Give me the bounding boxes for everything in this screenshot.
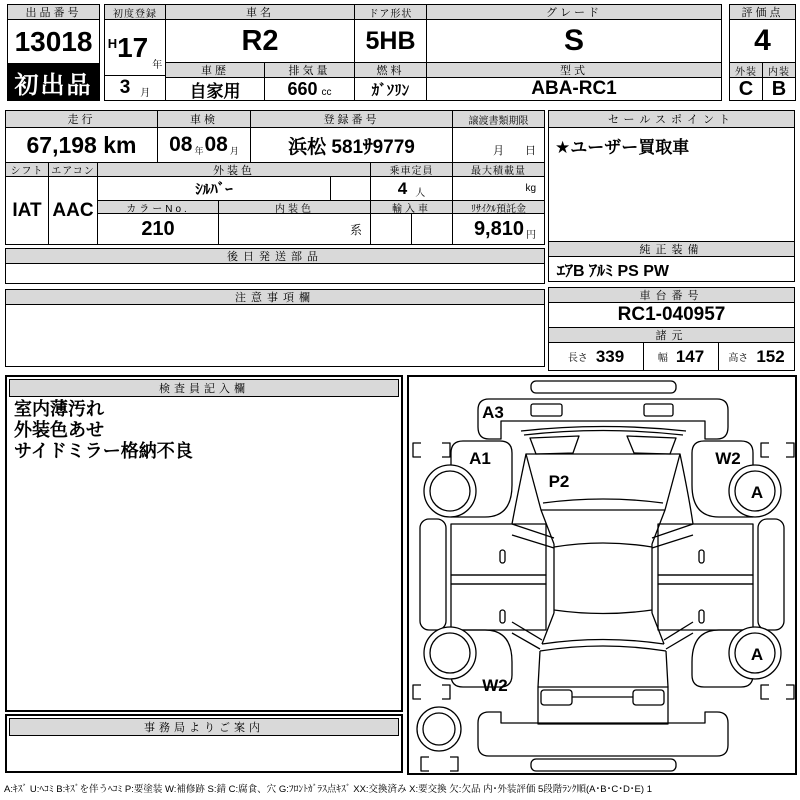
inspector-notes [14, 399, 193, 462]
tail-light-right [633, 690, 664, 705]
damage-label-w2: W2 [482, 676, 508, 695]
damage-label-a: A [750, 483, 764, 502]
displacement: 660 cc [264, 77, 355, 101]
door-handle [500, 550, 505, 563]
interior-color: 系 [218, 213, 371, 245]
grade: S [426, 19, 722, 63]
history-header: 車歴 [165, 62, 265, 78]
cautions-header: 注意事項欄 [5, 289, 545, 305]
sill-left [420, 519, 446, 630]
capacity-header: 乗車定員 [370, 162, 453, 177]
later-parts-content [5, 263, 545, 284]
interior-color-header: 内装色 [218, 200, 371, 214]
exterior-color: ｼﾙﾊﾞｰ [97, 176, 331, 201]
inspector-note-line: 室内薄汚れ [14, 399, 104, 419]
mileage-header: 走行 [5, 110, 158, 128]
fuel: ｶﾞｿﾘﾝ [354, 77, 427, 101]
damage-label-w2: W2 [715, 449, 741, 468]
side-band-left [451, 575, 546, 584]
door-rear-left [451, 584, 546, 630]
interior-grade-header: 内装 [762, 62, 796, 78]
inspector-header: 検査員記入欄 [9, 379, 399, 397]
headlight-left [531, 404, 562, 416]
payload-header: 最大積載量 [452, 162, 545, 177]
door-handle [500, 610, 505, 623]
displacement-header: 排気量 [264, 62, 355, 78]
import-header: 輸入車 [370, 200, 453, 214]
spec-width: 幅 147 [643, 342, 719, 371]
exterior-grade-header: 外装 [729, 62, 763, 78]
wiper-cowl [521, 427, 686, 436]
sales-point-header: セールスポイント [548, 110, 795, 128]
specs-header: 諸元 [548, 327, 795, 343]
rear-bumper-strip [531, 759, 676, 771]
shift: IAT [5, 176, 49, 245]
exterior-color-sub [330, 176, 371, 201]
spec-height: 高さ 152 [718, 342, 795, 371]
plate-number: 浜松 581ｻ9779 [250, 127, 453, 163]
damage-diagram [407, 375, 797, 775]
side-band-right [658, 575, 753, 584]
front-bumper-strip [531, 381, 676, 393]
first-listing-badge: 初出品 [7, 64, 100, 101]
inspection-date: 08 年 08 月 [157, 127, 251, 163]
ac-header: エアコン [48, 162, 98, 177]
door-shape: 5HB [354, 19, 427, 63]
score: 4 [729, 19, 796, 63]
import-cell-a [370, 213, 412, 245]
transfer-deadline: 月 日 [452, 127, 545, 163]
first-registration-month: 3 月 [104, 75, 166, 101]
recycle-deposit-header: ﾘｻｲｸﾙ預託金 [452, 200, 545, 214]
inspector-note-line: サイドミラー格納不良 [14, 441, 193, 461]
car-name: R2 [165, 19, 355, 63]
sales-point: ★ユーザー買取車 [548, 127, 795, 242]
era-letter: H [107, 36, 118, 51]
fuel-header: 燃料 [354, 62, 427, 78]
front-wedges [512, 524, 693, 548]
office-header: 事務局よりご案内 [9, 718, 399, 736]
cowl-vents [530, 436, 676, 454]
first-registration-header: 初度登録 [104, 4, 166, 20]
chassis-number: RC1-040957 [548, 302, 795, 328]
headlight-right [644, 404, 673, 416]
history: 自家用 [165, 77, 265, 101]
office-box [5, 714, 403, 773]
front-bumper [478, 399, 728, 439]
payload: kg [452, 176, 545, 201]
tail-light-left [541, 690, 572, 705]
score-header: 評価点 [729, 4, 796, 20]
damage-labels [469, 403, 763, 695]
import-cell-b [411, 213, 453, 245]
damage-label-p2: P2 [548, 472, 570, 491]
year-unit: 年 [152, 60, 163, 71]
exterior-grade: C [729, 77, 763, 101]
wheels [417, 465, 781, 751]
car-outline-svg [409, 377, 795, 773]
inspection-header: 車検 [157, 110, 251, 128]
inspector-note-line: 外装色あせ [14, 420, 104, 440]
era-year: 17 [117, 31, 149, 63]
displacement-unit: cc [321, 86, 332, 98]
mileage: 67,198 km [5, 127, 158, 163]
dash-arc [543, 499, 663, 503]
sill-right [758, 519, 784, 630]
lot-number: 13018 [7, 19, 100, 64]
interior-grade: B [762, 77, 796, 101]
hatch-sides [538, 651, 668, 687]
door-handle [699, 610, 704, 623]
shift-header: シフト [5, 162, 49, 177]
damage-label-a: A [750, 645, 764, 664]
model-code-header: 型式 [426, 62, 722, 78]
rear-window-arcs [540, 640, 666, 652]
exterior-color-header: 外装色 [97, 162, 371, 177]
cautions-content [5, 304, 545, 367]
door-rear-right [658, 584, 753, 630]
grade-header: グレード [426, 4, 722, 20]
damage-code-legend: A:ｷｽﾞ U:ﾍｺﾐ B:ｷｽﾞを伴うﾍｺﾐ P:要塗装 W:補修跡 S:錆 C:腐食、穴 G:ﾌﾛﾝﾄｶﾞﾗｽ点ｷｽﾞ XX:交換済み X:要交換 欠:欠品 内･外装評価 5段階ﾗﾝｸ順(A･B･C･D･E) 1 [4, 784, 652, 795]
factory-equipment: ｴｱB ｱﾙﾐ PS PW [548, 256, 795, 282]
door-front-left [451, 524, 546, 575]
rear-bumper [478, 712, 728, 756]
roof-sides [541, 510, 665, 613]
damage-label-a1: A1 [469, 449, 491, 468]
rear-wedges [512, 622, 693, 649]
model-code: ABA-RC1 [426, 77, 722, 101]
color-no-header: カラーNo. [97, 200, 219, 214]
a-pillars [512, 454, 693, 524]
recycle-deposit: 9,810 円 [452, 213, 545, 245]
roof-arcs [554, 543, 652, 614]
color-no: 210 [97, 213, 219, 245]
chassis-number-header: 車台番号 [548, 287, 795, 303]
car-name-header: 車名 [165, 4, 355, 20]
door-shape-header: ドア形状 [354, 4, 427, 20]
later-parts-header: 後日発送部品 [5, 248, 545, 264]
plate-number-header: 登録番号 [250, 110, 453, 128]
lot-number-header: 出品番号 [7, 4, 100, 20]
first-registration-year [104, 19, 166, 76]
transfer-deadline-header: 譲渡書類期限 [452, 110, 545, 128]
damage-label-a3: A3 [482, 403, 504, 422]
capacity: 4 人 [370, 176, 453, 201]
factory-equipment-header: 純正装備 [548, 241, 795, 257]
ac: AAC [48, 176, 98, 245]
inspector-box [5, 375, 403, 712]
door-handle [699, 550, 704, 563]
spec-length: 長さ 339 [548, 342, 644, 371]
